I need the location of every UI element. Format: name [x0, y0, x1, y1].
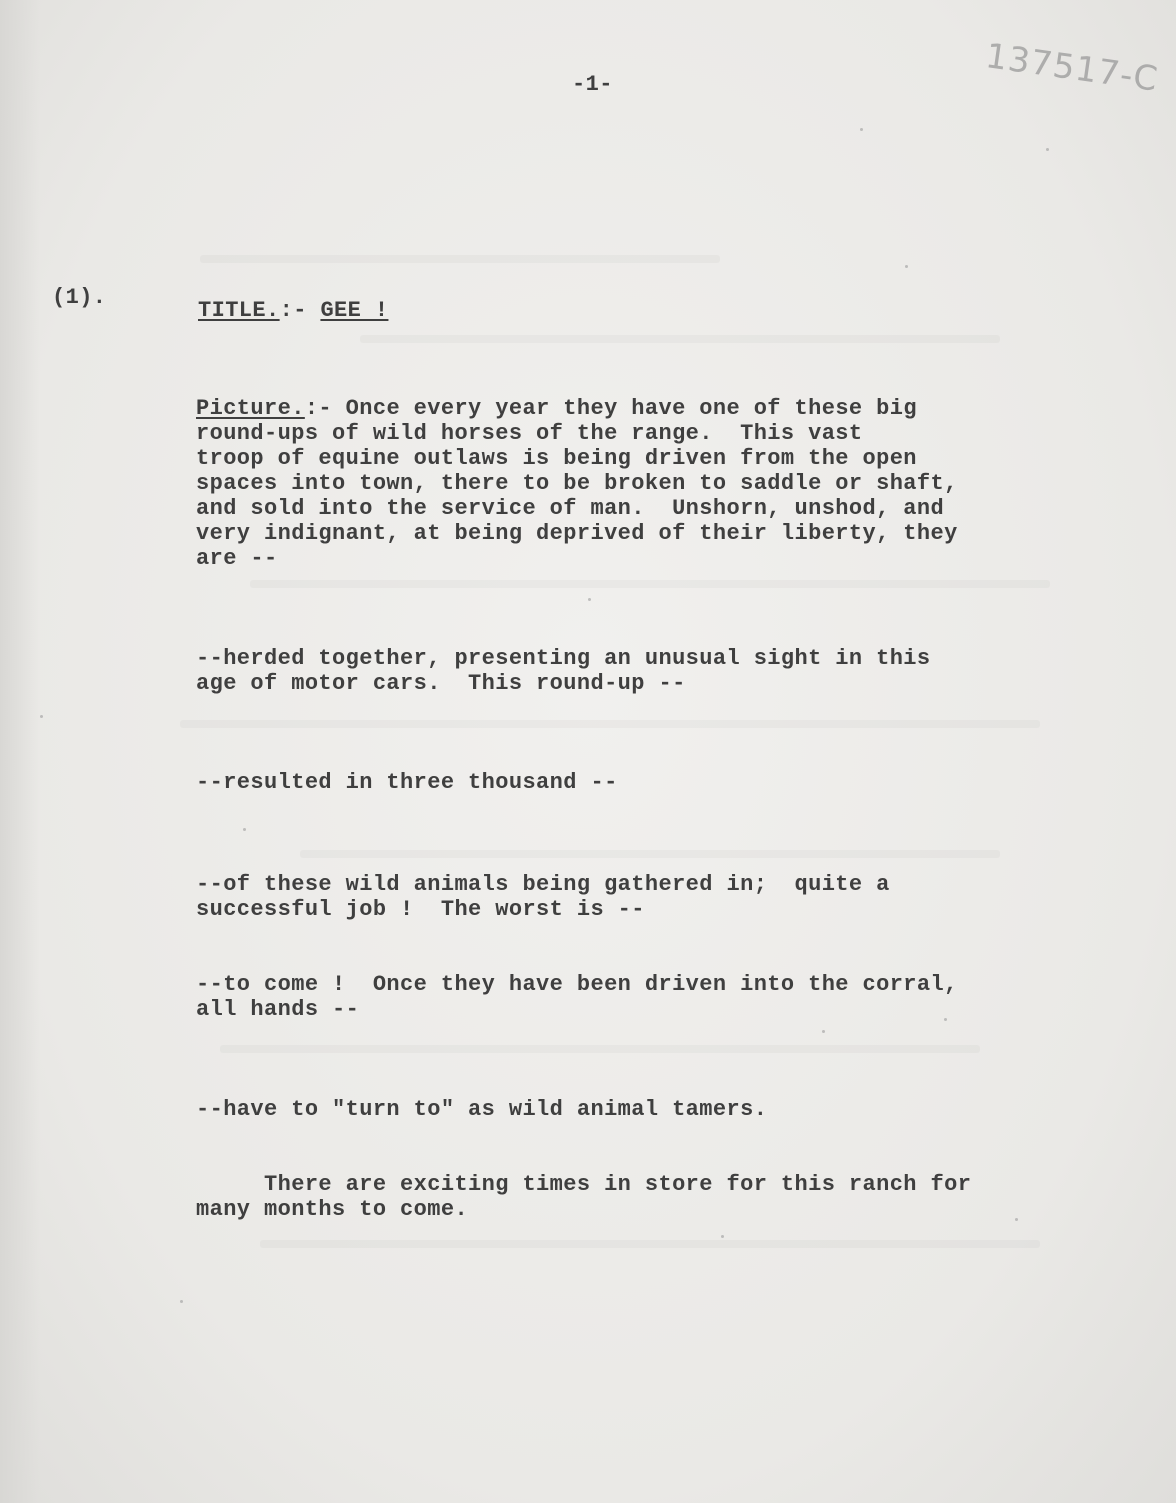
- paragraph-3: --resulted in three thousand --: [196, 770, 618, 795]
- bleed-through-mark: [200, 255, 720, 263]
- paper-speck: [721, 1235, 724, 1238]
- bleed-through-mark: [300, 850, 1000, 858]
- bleed-through-mark: [180, 720, 1040, 728]
- picture-label: Picture.: [196, 396, 305, 421]
- paper-speck: [40, 715, 43, 718]
- paper-speck: [180, 1300, 183, 1303]
- paper-speck: [905, 265, 908, 268]
- picture-paragraph: [196, 396, 958, 571]
- paper-speck: [822, 1030, 825, 1033]
- title-line: [198, 298, 388, 323]
- paragraph-7: There are exciting times in store for this ranch for many months to come.: [196, 1172, 972, 1222]
- handwritten-margin-annotation: 137517-C: [983, 36, 1161, 100]
- title-label: TITLE.: [198, 298, 280, 323]
- bleed-through-mark: [360, 335, 1000, 343]
- title-text: GEE !: [320, 298, 389, 323]
- title-separator: :-: [279, 298, 321, 323]
- paragraph-4: --of these wild animals being gathered in; quite a successful job ! The worst is --: [196, 872, 890, 922]
- paper-speck: [1015, 1218, 1018, 1221]
- item-number: (1).: [52, 285, 107, 310]
- bleed-through-mark: [220, 1045, 980, 1053]
- page-number: -1-: [572, 72, 613, 97]
- bleed-through-mark: [260, 1240, 1040, 1248]
- paper-speck: [588, 598, 591, 601]
- paragraph-6: --have to "turn to" as wild animal tamers.: [196, 1097, 768, 1122]
- paper-speck: [1046, 148, 1049, 151]
- paragraph-5: --to come ! Once they have been driven into the corral, all hands --: [196, 972, 958, 1022]
- paper-speck: [243, 828, 246, 831]
- bleed-through-mark: [250, 580, 1050, 588]
- paper-speck: [860, 128, 863, 131]
- picture-separator: :-: [304, 396, 346, 421]
- paragraph-2: --herded together, presenting an unusual sight in this age of motor cars. This round-up --: [196, 646, 931, 696]
- picture-paragraph-text: Once every year they have one of these big round-ups of wild horses of the range. This vast troop of equine outlaws is being driven from the open spaces into town, there to be broken to saddle or shaft, and sold into the service of man. Unshorn, unshod, and very indignant, at being deprived of their liberty, they are --: [196, 396, 958, 571]
- page-fold-shadow: [0, 0, 40, 1503]
